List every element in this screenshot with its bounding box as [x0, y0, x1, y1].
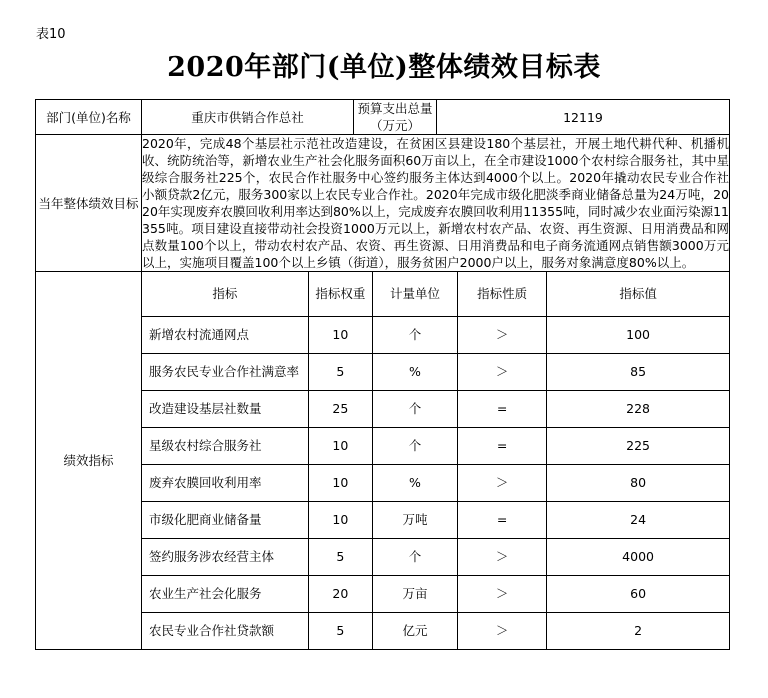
indicator-value: 80 — [547, 465, 729, 502]
table-row — [142, 428, 729, 465]
indicators-table — [142, 272, 729, 649]
indicator-value: 4000 — [547, 539, 729, 576]
table-row — [142, 613, 729, 650]
indicator-nature: ＞ — [458, 317, 547, 354]
indicator-name: 服务农民专业合作社满意率 — [142, 354, 308, 391]
indicator-value: 85 — [547, 354, 729, 391]
indicator-nature: ＞ — [458, 354, 547, 391]
indicator-nature: = — [458, 502, 547, 539]
indicator-value: 2 — [547, 613, 729, 650]
indicator-weight: 25 — [308, 391, 372, 428]
indicator-weight: 10 — [308, 428, 372, 465]
page-title: 2020年部门(单位)整体绩效目标表 — [167, 52, 601, 83]
table-row — [142, 391, 729, 428]
indicators-header-row — [142, 272, 729, 317]
annual-goal-label: 当年整体绩效目标 — [36, 135, 142, 272]
indicator-unit: 个 — [372, 317, 457, 354]
table-row — [142, 354, 729, 391]
budget-total-label-line1: 预算支出总量 — [357, 101, 433, 116]
indicator-name: 废弃农膜回收利用率 — [142, 465, 308, 502]
indicator-weight: 10 — [308, 317, 372, 354]
column-header-unit: 计量单位 — [372, 272, 457, 317]
indicator-name: 农民专业合作社贷款额 — [142, 613, 308, 650]
indicator-nature: ＞ — [458, 539, 547, 576]
indicator-weight: 10 — [308, 465, 372, 502]
column-header-nature: 指标性质 — [458, 272, 547, 317]
indicator-unit: 个 — [372, 539, 457, 576]
indicator-nature: = — [458, 428, 547, 465]
budget-total-value: 12119 — [437, 100, 730, 135]
indicator-nature: ＞ — [458, 465, 547, 502]
performance-indicators-cell — [142, 272, 730, 650]
indicator-weight: 5 — [308, 354, 372, 391]
indicator-name: 签约服务涉农经营主体 — [142, 539, 308, 576]
indicator-name: 星级农村综合服务社 — [142, 428, 308, 465]
indicator-value: 225 — [547, 428, 729, 465]
annual-goal-text-cell — [142, 135, 730, 272]
table-row-annual-goal — [36, 135, 730, 272]
indicator-nature: ＞ — [458, 613, 547, 650]
indicator-name: 农业生产社会化服务 — [142, 576, 308, 613]
table-row — [142, 317, 729, 354]
indicator-value: 24 — [547, 502, 729, 539]
indicator-unit: % — [372, 465, 457, 502]
budget-total-label — [354, 100, 437, 135]
indicator-nature: = — [458, 391, 547, 428]
department-label: 部门(单位)名称 — [36, 100, 142, 135]
indicator-unit: 万吨 — [372, 502, 457, 539]
indicator-unit: % — [372, 354, 457, 391]
column-header-weight: 指标权重 — [308, 272, 372, 317]
indicator-weight: 5 — [308, 613, 372, 650]
performance-indicators-label: 绩效指标 — [36, 272, 142, 650]
indicator-unit: 个 — [372, 391, 457, 428]
table-row-performance-indicators — [36, 272, 730, 650]
indicator-weight: 5 — [308, 539, 372, 576]
column-header-name: 指标 — [142, 272, 308, 317]
department-name-value: 重庆市供销合作总社 — [142, 100, 354, 135]
performance-target-table — [35, 99, 730, 650]
table-row — [142, 465, 729, 502]
indicator-weight: 10 — [308, 502, 372, 539]
indicator-value: 60 — [547, 576, 729, 613]
indicators-body — [142, 317, 729, 650]
annual-goal-text: 2020年，完成48个基层社示范社改造建设，在贫困区县建设180个基层社，开展土地代耕代种、机播机收、统防统治等，新增农业生产社会化服务面积60万亩以上，在全市建设1000个农村综合服务社，其中星级综合服务社225个，农民合作社服务中心签约服务主体达到4000个以上。2020年撬动农民专业合作社小额贷款2亿元，服务300家以上农民专业合作社。2020年完成市级化肥淡季商业储备总量为24万吨，2020年实现废弃农膜回收利用率达到80%以上，完成废弃农膜回收利用11355吨，同时减少农业面污染源11355吨。项目建设直接带动社会投资1000万元以上，新增农村农产品、农资、再生资源、日用消费品和网点数量100个以上，带动农村农产品、农资、再生资源、日用消费品和电子商务流通网点销售额3000万元以上，实施项目覆盖100个以上乡镇（街道），服务贫困户2000户以上，服务对象满意度80%以上。 — [142, 136, 729, 270]
indicator-value: 100 — [547, 317, 729, 354]
indicator-name: 新增农村流通网点 — [142, 317, 308, 354]
budget-total-label-line2: （万元） — [369, 118, 420, 133]
table-row-department — [36, 100, 730, 135]
indicator-nature: ＞ — [458, 576, 547, 613]
indicator-name: 市级化肥商业储备量 — [142, 502, 308, 539]
indicator-unit: 个 — [372, 428, 457, 465]
indicator-weight: 20 — [308, 576, 372, 613]
table-row — [142, 576, 729, 613]
indicator-unit: 亿元 — [372, 613, 457, 650]
table-row — [142, 539, 729, 576]
table-row — [142, 502, 729, 539]
sheet-label: 表10 — [36, 27, 66, 42]
indicator-name: 改造建设基层社数量 — [142, 391, 308, 428]
indicator-value: 228 — [547, 391, 729, 428]
column-header-value: 指标值 — [547, 272, 729, 317]
indicator-unit: 万亩 — [372, 576, 457, 613]
